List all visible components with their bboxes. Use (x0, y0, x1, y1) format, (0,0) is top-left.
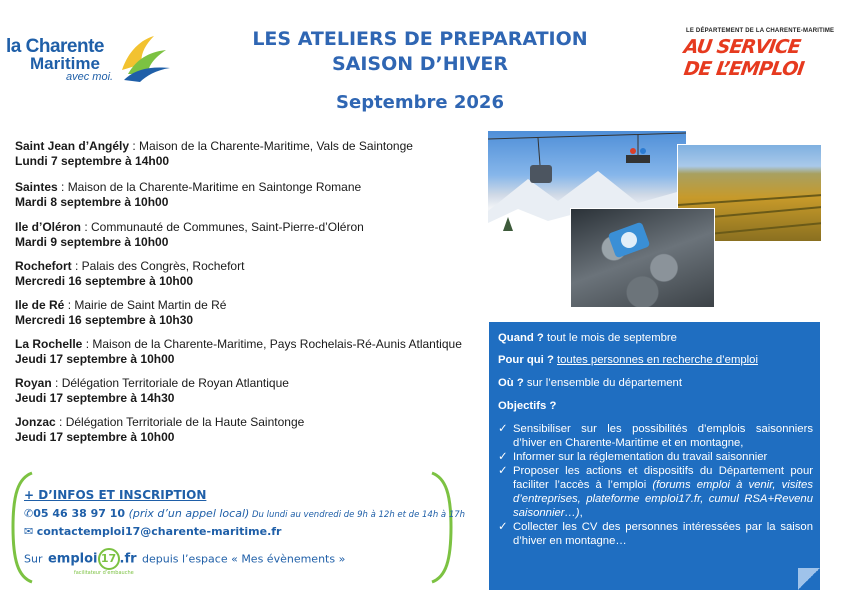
phone-number[interactable]: 05 46 38 97 10 (33, 507, 126, 520)
site-number: 17 (98, 548, 120, 570)
objective-item (498, 464, 813, 520)
when-value: tout le mois de septembre (543, 332, 677, 344)
session-city: Saintes (15, 180, 58, 194)
contact-info (24, 488, 466, 576)
who-value: toutes personnes en recherche d’emploi (557, 354, 758, 366)
session-city: La Rochelle (15, 337, 83, 351)
session-place: : Mairie de Saint Martin de Ré (64, 298, 227, 312)
session-city: Ile de Ré (15, 298, 65, 312)
where-value: sur l’ensemble du département (523, 377, 682, 389)
session-place: : Communauté de Communes, Saint-Pierre-d’Oléron (81, 220, 364, 234)
site-brand: emploi (47, 551, 98, 567)
objective-text: Informer sur la réglementation du travail saisonnier (513, 451, 768, 463)
session-item (15, 337, 462, 367)
check-icon: ✓ (498, 465, 508, 477)
session-time: Jeudi 17 septembre à 10h00 (15, 352, 175, 366)
session-time: Jeudi 17 septembre à 14h30 (15, 391, 175, 405)
objectives-line (498, 400, 556, 412)
session-place: : Maison de la Charente-Maritime, Pays Rochelais-Ré-Aunis Atlantique (82, 337, 462, 351)
objective-text: Sensibiliser sur les possibilités d’emplois saisonniers d’hiver en Charente-Maritime et en montagne, (513, 423, 813, 449)
check-icon: ✓ (498, 451, 508, 463)
objective-item (498, 520, 813, 548)
where-label: Où ? (498, 377, 524, 389)
bird-logo-icon (114, 30, 174, 85)
opening-hours: Du lundi au vendredi de 9h à 12h et de 14h à 17h (249, 510, 466, 520)
session-time: Mercredi 16 septembre à 10h00 (15, 274, 194, 288)
logo-right-line-1: AU SERVICE (682, 36, 802, 58)
photo-collage (487, 130, 822, 308)
objective-text: Collecter les CV des personnes intéressées par la saison d’hiver en montagne… (513, 521, 813, 547)
session-city: Saint Jean d’Angély (15, 139, 130, 153)
session-item (15, 376, 289, 406)
page-title: LES ATELIERS DE PREPARATION (252, 28, 588, 50)
page-curl-corner (798, 568, 820, 590)
site-suffix: .fr (119, 551, 137, 567)
session-time: Mardi 9 septembre à 10h00 (15, 235, 169, 249)
session-place: : Délégation Territoriale de la Haute Saintonge (55, 415, 305, 429)
session-item (15, 415, 304, 445)
session-item (15, 180, 361, 210)
emploi17-logo[interactable] (47, 548, 137, 576)
session-item (15, 298, 226, 328)
session-time: Mercredi 16 septembre à 10h30 (15, 313, 194, 327)
session-time: Jeudi 17 septembre à 10h00 (15, 430, 175, 444)
objective-text: Proposer les actions et dispositifs du Département pour faciliter l’accès à l’emploi (513, 465, 813, 491)
objective-item (498, 450, 813, 464)
au-service-emploi-logo (682, 28, 835, 92)
session-item (15, 259, 244, 289)
session-place: : Palais des Congrès, Rochefort (71, 259, 245, 273)
when-label: Quand ? (498, 332, 544, 344)
check-icon: ✓ (498, 423, 508, 435)
session-item (15, 139, 413, 169)
site-prefix: Sur (24, 552, 46, 566)
logo-tagline: avec moi. (66, 71, 114, 83)
session-city: Rochefort (15, 259, 72, 273)
logo-line-1: la Charente (6, 36, 104, 57)
page-date: Septembre 2026 (336, 92, 504, 113)
session-city: Royan (15, 376, 52, 390)
check-icon: ✓ (498, 521, 508, 533)
objective-item (498, 422, 813, 450)
logo-right-line-2: DE L’EMPLOI (682, 58, 805, 80)
oyster-photo (570, 208, 715, 308)
session-time: Lundi 7 septembre à 14h00 (15, 154, 170, 168)
session-item (15, 220, 364, 250)
session-place: : Délégation Territoriale de Royan Atlantique (51, 376, 289, 390)
logo-line-2: Maritime (30, 54, 100, 73)
when-line (498, 332, 677, 344)
email-link[interactable]: contactemploi17@charente-maritime.fr (36, 525, 282, 538)
session-place: : Maison de la Charente-Maritime en Saintonge Romane (57, 180, 362, 194)
phone-line (24, 507, 465, 520)
objective-tail: , (579, 507, 583, 519)
objectives-label: Objectifs ? (498, 400, 557, 412)
objectives-list (498, 422, 813, 548)
site-tagline: facilitateur d’embauche (73, 570, 134, 576)
envelope-icon: ✉ (24, 525, 34, 538)
website-line (24, 548, 346, 576)
session-time: Mardi 8 septembre à 10h00 (15, 195, 169, 209)
page-subtitle: SAISON D’HIVER (331, 53, 509, 75)
who-label: Pour qui ? (498, 354, 554, 366)
details-panel (489, 322, 820, 590)
phone-note: (prix d’un appel local) (125, 507, 250, 520)
email-line (24, 525, 282, 538)
where-line (498, 377, 682, 389)
session-place: : Maison de la Charente-Maritime, Vals de Saintonge (129, 139, 413, 153)
who-line (498, 354, 758, 366)
logo-right-caption: LE DÉPARTEMENT DE LA CHARENTE-MARITIME (686, 28, 835, 34)
charente-maritime-logo (6, 30, 176, 90)
info-title: + D’INFOS ET INSCRIPTION (24, 488, 207, 502)
site-after: depuis l’espace « Mes évènements » (138, 552, 346, 566)
phone-icon: ✆ (24, 507, 34, 520)
session-city: Jonzac (15, 415, 56, 429)
session-city: Ile d’Oléron (15, 220, 82, 234)
objective-detail: (forums emploi à venir, visites d’entreprises, plateforme emploi17.fr, cumul RSA+Revenu saisonnier…) (513, 479, 813, 519)
